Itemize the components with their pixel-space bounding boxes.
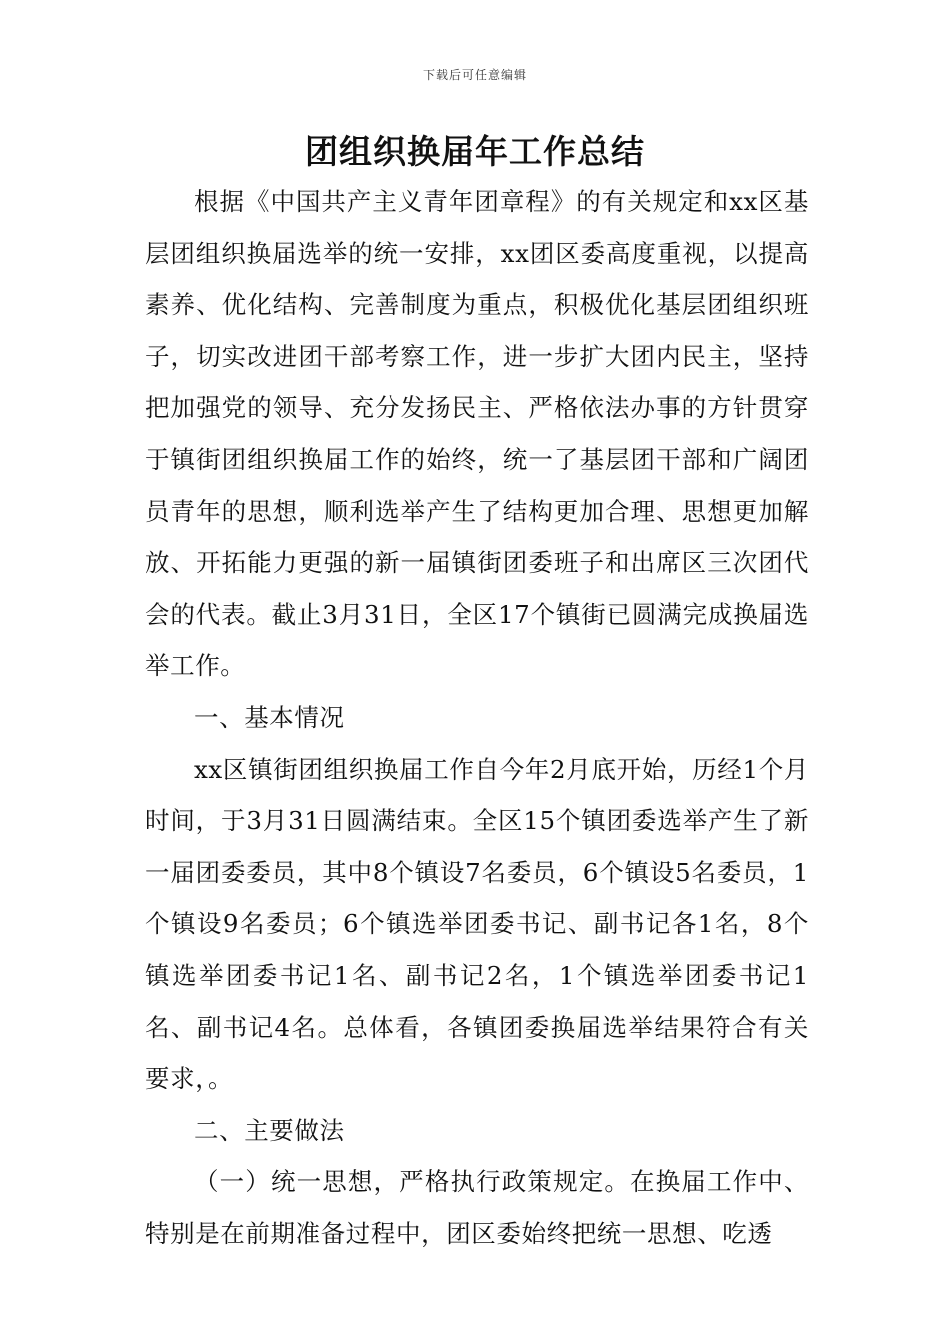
section-heading-main-practices: 二、主要做法 (194, 1115, 345, 1145)
section-heading-basic-situation: 一、基本情况 (194, 702, 345, 732)
paragraph-intro: 根据《中国共产主义青年团章程》的有关规定和xx区基层团组织换届选举的统一安排，xx团区委高度重视，以提高素养、优化结构、完善制度为重点，积极优化基层团组织班子，切实改进团干部考察工作，进一步扩大团内民主，坚持把加强党的领导、充分发扬民主、严格依法办事的方针贯穿于镇街团组织换届工作的始终，统一了基层团干部和广阔团员青年的思想，顺利选举产生了结构更加合理、思想更加解放、开拓能力更强的新一届镇街团委班子和出席区三次团代会的代表。截止3月31日，全区17个镇街已圆满完成换届选举工作。 (145, 187, 809, 681)
paragraph-basic-situation: xx区镇街团组织换届工作自今年2月底开始，历经1个月时间，于3月31日圆满结束。全区15个镇团委选举产生了新一届团委委员，其中8个镇设7名委员，6个镇设5名委员，1个镇设9名委员；6个镇选举团委书记、副书记各1名，8个镇选举团委书记1名、副书记2名，1个镇选举团委书记1名、副书记4名。总体看，各镇团委换届选举结果符合有关要求，。 (145, 754, 809, 1094)
header-note: 下载后可任意编辑 (422, 68, 527, 82)
paragraph-main-practices-1: （一）统一思想，严格执行政策规定。在换届工作中、特别是在前期准备过程中，团区委始终把统一思想、吃透 (145, 1167, 809, 1248)
document-title: 团组织换届年工作总结 (305, 132, 645, 171)
document-body (145, 176, 809, 1259)
